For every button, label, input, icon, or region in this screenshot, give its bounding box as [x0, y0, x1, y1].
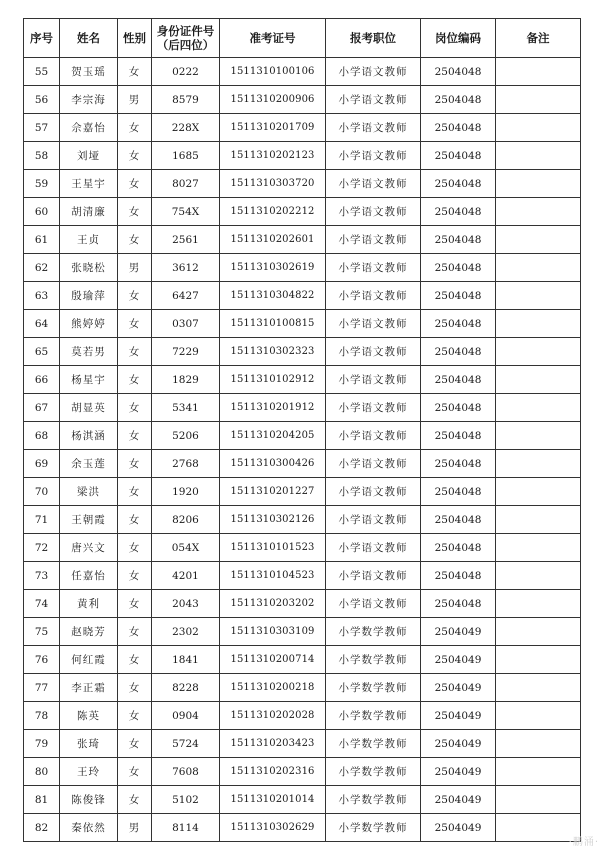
cell-id-last4: 1841 — [152, 646, 220, 674]
cell-position: 小学数学教师 — [326, 730, 421, 758]
cell-ticket: 1511310303720 — [220, 170, 326, 198]
cell-post-code: 2504048 — [421, 114, 496, 142]
cell-remark — [496, 422, 581, 450]
cell-position: 小学语文教师 — [326, 562, 421, 590]
cell-ticket: 1511310204205 — [220, 422, 326, 450]
cell-seq: 82 — [24, 814, 60, 842]
cell-position: 小学语文教师 — [326, 170, 421, 198]
cell-name: 杨淇涵 — [60, 422, 118, 450]
cell-post-code: 2504049 — [421, 786, 496, 814]
cell-ticket: 1511310104523 — [220, 562, 326, 590]
cell-id-last4: 6427 — [152, 282, 220, 310]
cell-ticket: 1511310302126 — [220, 506, 326, 534]
cell-post-code: 2504048 — [421, 534, 496, 562]
cell-remark — [496, 58, 581, 86]
cell-post-code: 2504048 — [421, 58, 496, 86]
table-row — [24, 58, 581, 86]
cell-remark — [496, 478, 581, 506]
cell-position: 小学语文教师 — [326, 254, 421, 282]
cell-remark — [496, 310, 581, 338]
cell-ticket: 1511310202028 — [220, 702, 326, 730]
table-row — [24, 226, 581, 254]
cell-post-code: 2504048 — [421, 506, 496, 534]
table-row — [24, 198, 581, 226]
table-row — [24, 310, 581, 338]
cell-gender: 女 — [118, 394, 152, 422]
cell-id-last4: 5341 — [152, 394, 220, 422]
header-name: 姓名 — [60, 19, 118, 58]
cell-gender: 女 — [118, 646, 152, 674]
table-row — [24, 814, 581, 842]
cell-seq: 65 — [24, 338, 60, 366]
cell-post-code: 2504048 — [421, 310, 496, 338]
cell-remark — [496, 450, 581, 478]
cell-seq: 64 — [24, 310, 60, 338]
watermark: ·鹏涌· — [568, 837, 599, 848]
cell-remark — [496, 170, 581, 198]
table-row — [24, 450, 581, 478]
cell-ticket: 1511310300426 — [220, 450, 326, 478]
cell-ticket: 1511310201912 — [220, 394, 326, 422]
cell-id-last4: 8579 — [152, 86, 220, 114]
cell-remark — [496, 394, 581, 422]
cell-post-code: 2504048 — [421, 198, 496, 226]
cell-ticket: 1511310200218 — [220, 674, 326, 702]
cell-ticket: 1511310302619 — [220, 254, 326, 282]
cell-gender: 女 — [118, 282, 152, 310]
cell-seq: 69 — [24, 450, 60, 478]
cell-ticket: 1511310302629 — [220, 814, 326, 842]
table-row — [24, 366, 581, 394]
cell-ticket: 1511310203423 — [220, 730, 326, 758]
cell-seq: 57 — [24, 114, 60, 142]
header-post-code: 岗位编码 — [421, 19, 496, 58]
cell-remark — [496, 366, 581, 394]
cell-remark — [496, 618, 581, 646]
cell-name: 刘垭 — [60, 142, 118, 170]
table-row — [24, 338, 581, 366]
cell-post-code: 2504048 — [421, 422, 496, 450]
cell-gender: 女 — [118, 142, 152, 170]
cell-name: 秦依然 — [60, 814, 118, 842]
cell-remark — [496, 786, 581, 814]
cell-name: 王星宇 — [60, 170, 118, 198]
table-row — [24, 170, 581, 198]
cell-id-last4: 2043 — [152, 590, 220, 618]
cell-id-last4: 8114 — [152, 814, 220, 842]
cell-gender: 女 — [118, 674, 152, 702]
cell-post-code: 2504048 — [421, 394, 496, 422]
cell-seq: 62 — [24, 254, 60, 282]
cell-position: 小学语文教师 — [326, 282, 421, 310]
cell-post-code: 2504048 — [421, 142, 496, 170]
cell-post-code: 2504049 — [421, 618, 496, 646]
table-row — [24, 590, 581, 618]
cell-position: 小学语文教师 — [326, 58, 421, 86]
table-row — [24, 702, 581, 730]
header-seq: 序号 — [24, 19, 60, 58]
cell-id-last4: 4201 — [152, 562, 220, 590]
cell-position: 小学语文教师 — [326, 394, 421, 422]
candidate-table — [23, 18, 581, 842]
cell-position: 小学语文教师 — [326, 142, 421, 170]
cell-id-last4: 0222 — [152, 58, 220, 86]
cell-seq: 71 — [24, 506, 60, 534]
cell-remark — [496, 198, 581, 226]
cell-name: 李宗海 — [60, 86, 118, 114]
cell-seq: 66 — [24, 366, 60, 394]
cell-position: 小学数学教师 — [326, 702, 421, 730]
cell-position: 小学语文教师 — [326, 450, 421, 478]
cell-gender: 女 — [118, 562, 152, 590]
table-row — [24, 394, 581, 422]
cell-name: 唐兴文 — [60, 534, 118, 562]
cell-name: 杨星宇 — [60, 366, 118, 394]
table-row — [24, 478, 581, 506]
cell-position: 小学语文教师 — [326, 310, 421, 338]
cell-id-last4: 1685 — [152, 142, 220, 170]
cell-post-code: 2504049 — [421, 646, 496, 674]
cell-remark — [496, 86, 581, 114]
cell-id-last4: 0904 — [152, 702, 220, 730]
cell-gender: 女 — [118, 58, 152, 86]
cell-remark — [496, 534, 581, 562]
cell-id-last4: 8027 — [152, 170, 220, 198]
cell-ticket: 1511310303109 — [220, 618, 326, 646]
header-ticket: 准考证号 — [220, 19, 326, 58]
cell-position: 小学语文教师 — [326, 338, 421, 366]
cell-ticket: 1511310202123 — [220, 142, 326, 170]
cell-name: 莫若男 — [60, 338, 118, 366]
cell-name: 余玉莲 — [60, 450, 118, 478]
table-row — [24, 422, 581, 450]
cell-post-code: 2504048 — [421, 478, 496, 506]
cell-remark — [496, 730, 581, 758]
cell-seq: 80 — [24, 758, 60, 786]
cell-position: 小学语文教师 — [326, 198, 421, 226]
table-body — [24, 58, 581, 842]
cell-name: 胡清廉 — [60, 198, 118, 226]
table-row — [24, 534, 581, 562]
cell-gender: 男 — [118, 86, 152, 114]
cell-seq: 68 — [24, 422, 60, 450]
cell-position: 小学语文教师 — [326, 534, 421, 562]
table-row — [24, 562, 581, 590]
cell-remark — [496, 338, 581, 366]
cell-remark — [496, 114, 581, 142]
cell-ticket: 1511310100815 — [220, 310, 326, 338]
cell-gender: 女 — [118, 366, 152, 394]
cell-seq: 77 — [24, 674, 60, 702]
cell-id-last4: 7608 — [152, 758, 220, 786]
cell-id-last4: 3612 — [152, 254, 220, 282]
cell-remark — [496, 674, 581, 702]
cell-seq: 70 — [24, 478, 60, 506]
cell-name: 贺玉瑶 — [60, 58, 118, 86]
cell-name: 任嘉怡 — [60, 562, 118, 590]
cell-position: 小学语文教师 — [326, 366, 421, 394]
cell-ticket: 1511310202601 — [220, 226, 326, 254]
cell-post-code: 2504048 — [421, 86, 496, 114]
cell-id-last4: 5102 — [152, 786, 220, 814]
cell-name: 李正霜 — [60, 674, 118, 702]
cell-name: 梁洪 — [60, 478, 118, 506]
header-remark: 备注 — [496, 19, 581, 58]
cell-ticket: 1511310200714 — [220, 646, 326, 674]
cell-seq: 63 — [24, 282, 60, 310]
cell-id-last4: 8228 — [152, 674, 220, 702]
cell-gender: 女 — [118, 702, 152, 730]
header-row — [24, 19, 581, 58]
table-row — [24, 86, 581, 114]
cell-post-code: 2504048 — [421, 562, 496, 590]
cell-id-last4: 0307 — [152, 310, 220, 338]
cell-position: 小学语文教师 — [326, 114, 421, 142]
cell-position: 小学语文教师 — [326, 422, 421, 450]
cell-remark — [496, 506, 581, 534]
table-row — [24, 114, 581, 142]
cell-seq: 74 — [24, 590, 60, 618]
table-row — [24, 618, 581, 646]
cell-name: 陈英 — [60, 702, 118, 730]
table-row — [24, 730, 581, 758]
cell-gender: 女 — [118, 590, 152, 618]
cell-seq: 67 — [24, 394, 60, 422]
cell-remark — [496, 282, 581, 310]
cell-id-last4: 7229 — [152, 338, 220, 366]
cell-post-code: 2504049 — [421, 674, 496, 702]
table-row — [24, 786, 581, 814]
cell-position: 小学语文教师 — [326, 86, 421, 114]
table-row — [24, 646, 581, 674]
cell-post-code: 2504048 — [421, 170, 496, 198]
cell-seq: 72 — [24, 534, 60, 562]
cell-id-last4: 5724 — [152, 730, 220, 758]
cell-position: 小学语文教师 — [326, 226, 421, 254]
cell-name: 王朝霞 — [60, 506, 118, 534]
cell-remark — [496, 646, 581, 674]
cell-post-code: 2504049 — [421, 758, 496, 786]
table-row — [24, 282, 581, 310]
cell-remark — [496, 254, 581, 282]
cell-id-last4: 054X — [152, 534, 220, 562]
cell-post-code: 2504048 — [421, 254, 496, 282]
cell-id-last4: 1920 — [152, 478, 220, 506]
cell-ticket: 1511310202212 — [220, 198, 326, 226]
cell-id-last4: 1829 — [152, 366, 220, 394]
cell-seq: 60 — [24, 198, 60, 226]
cell-position: 小学语文教师 — [326, 590, 421, 618]
cell-post-code: 2504048 — [421, 590, 496, 618]
cell-position: 小学语文教师 — [326, 478, 421, 506]
cell-post-code: 2504048 — [421, 338, 496, 366]
cell-post-code: 2504048 — [421, 366, 496, 394]
cell-id-last4: 754X — [152, 198, 220, 226]
cell-gender: 男 — [118, 254, 152, 282]
cell-position: 小学语文教师 — [326, 506, 421, 534]
cell-seq: 73 — [24, 562, 60, 590]
cell-name: 陈俊锋 — [60, 786, 118, 814]
table-row — [24, 758, 581, 786]
cell-seq: 78 — [24, 702, 60, 730]
cell-seq: 75 — [24, 618, 60, 646]
cell-ticket: 1511310201227 — [220, 478, 326, 506]
cell-remark — [496, 562, 581, 590]
cell-gender: 男 — [118, 814, 152, 842]
cell-post-code: 2504048 — [421, 450, 496, 478]
cell-name: 王玲 — [60, 758, 118, 786]
cell-id-last4: 2561 — [152, 226, 220, 254]
cell-gender: 女 — [118, 450, 152, 478]
cell-remark — [496, 590, 581, 618]
cell-seq: 61 — [24, 226, 60, 254]
header-id-last4: 身份证件号 （后四位） — [152, 19, 220, 58]
cell-gender: 女 — [118, 534, 152, 562]
cell-position: 小学数学教师 — [326, 758, 421, 786]
table-row — [24, 674, 581, 702]
cell-seq: 79 — [24, 730, 60, 758]
cell-id-last4: 8206 — [152, 506, 220, 534]
cell-post-code: 2504049 — [421, 730, 496, 758]
cell-name: 殷瑜萍 — [60, 282, 118, 310]
cell-id-last4: 228X — [152, 114, 220, 142]
cell-remark — [496, 226, 581, 254]
header-position: 报考职位 — [326, 19, 421, 58]
cell-seq: 58 — [24, 142, 60, 170]
cell-name: 王贞 — [60, 226, 118, 254]
cell-gender: 女 — [118, 618, 152, 646]
cell-ticket: 1511310201014 — [220, 786, 326, 814]
cell-name: 何红霞 — [60, 646, 118, 674]
cell-gender: 女 — [118, 786, 152, 814]
cell-ticket: 1511310100106 — [220, 58, 326, 86]
cell-gender: 女 — [118, 506, 152, 534]
cell-id-last4: 2768 — [152, 450, 220, 478]
cell-ticket: 1511310304822 — [220, 282, 326, 310]
cell-gender: 女 — [118, 198, 152, 226]
cell-seq: 76 — [24, 646, 60, 674]
cell-ticket: 1511310102912 — [220, 366, 326, 394]
cell-ticket: 1511310101523 — [220, 534, 326, 562]
cell-ticket: 1511310202316 — [220, 758, 326, 786]
cell-gender: 女 — [118, 478, 152, 506]
header-gender: 性别 — [118, 19, 152, 58]
cell-post-code: 2504049 — [421, 702, 496, 730]
table-row — [24, 142, 581, 170]
cell-ticket: 1511310200906 — [220, 86, 326, 114]
cell-ticket: 1511310201709 — [220, 114, 326, 142]
cell-name: 张琦 — [60, 730, 118, 758]
table-row — [24, 254, 581, 282]
cell-remark — [496, 702, 581, 730]
cell-position: 小学数学教师 — [326, 674, 421, 702]
cell-remark — [496, 142, 581, 170]
cell-post-code: 2504049 — [421, 814, 496, 842]
cell-post-code: 2504048 — [421, 226, 496, 254]
cell-gender: 女 — [118, 422, 152, 450]
cell-ticket: 1511310203202 — [220, 590, 326, 618]
cell-name: 佘嘉怡 — [60, 114, 118, 142]
cell-gender: 女 — [118, 226, 152, 254]
cell-id-last4: 2302 — [152, 618, 220, 646]
cell-name: 赵晓芳 — [60, 618, 118, 646]
cell-position: 小学数学教师 — [326, 786, 421, 814]
cell-gender: 女 — [118, 114, 152, 142]
cell-post-code: 2504048 — [421, 282, 496, 310]
cell-name: 黄利 — [60, 590, 118, 618]
table-row — [24, 506, 581, 534]
cell-gender: 女 — [118, 758, 152, 786]
cell-gender: 女 — [118, 730, 152, 758]
cell-seq: 56 — [24, 86, 60, 114]
cell-ticket: 1511310302323 — [220, 338, 326, 366]
cell-name: 胡显英 — [60, 394, 118, 422]
cell-remark — [496, 758, 581, 786]
cell-name: 张晓松 — [60, 254, 118, 282]
cell-gender: 女 — [118, 338, 152, 366]
cell-position: 小学数学教师 — [326, 646, 421, 674]
cell-id-last4: 5206 — [152, 422, 220, 450]
cell-seq: 59 — [24, 170, 60, 198]
cell-gender: 女 — [118, 170, 152, 198]
cell-seq: 81 — [24, 786, 60, 814]
cell-name: 熊婷婷 — [60, 310, 118, 338]
cell-gender: 女 — [118, 310, 152, 338]
cell-position: 小学数学教师 — [326, 618, 421, 646]
cell-position: 小学数学教师 — [326, 814, 421, 842]
cell-seq: 55 — [24, 58, 60, 86]
